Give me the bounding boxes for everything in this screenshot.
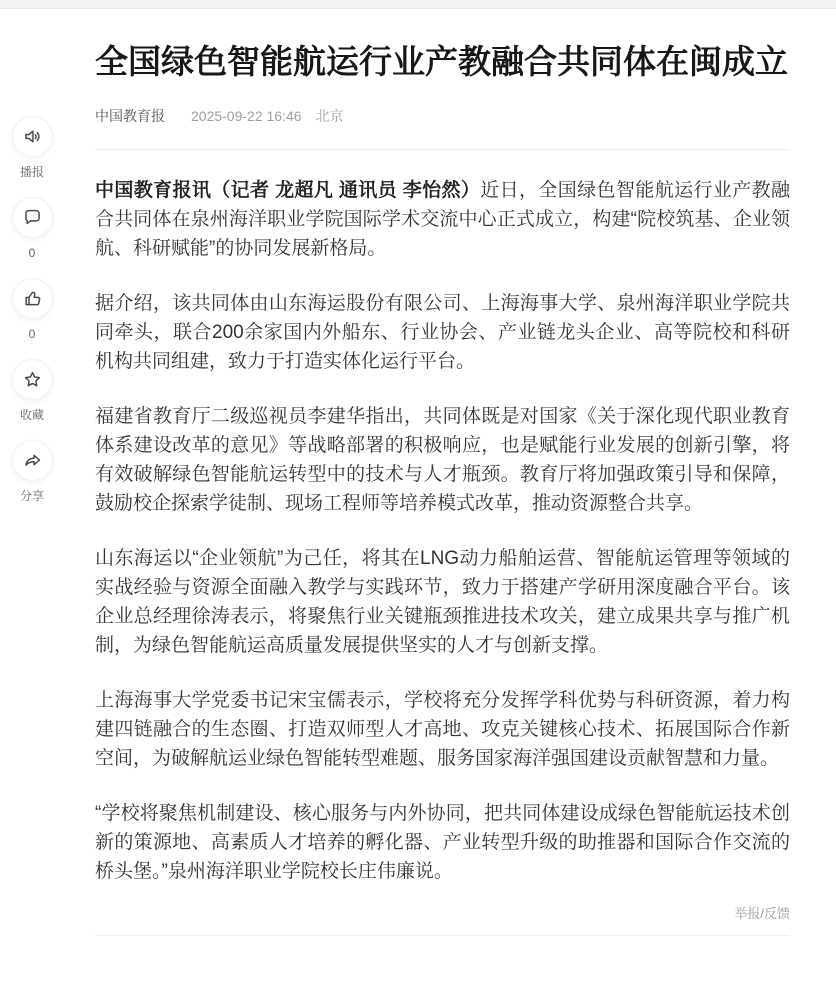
action-share-label: 分享	[19, 489, 44, 503]
action-like-count: 0	[28, 327, 36, 341]
article-paragraph	[95, 289, 790, 376]
paragraph-text: 近日，全国绿色智能航运行业产教融合共同体在泉州海洋职业学院国际学术交流中心正式成立，构建“院校筑基、企业领航、科研赋能”的协同发展新格局。	[95, 180, 790, 259]
article-paragraph	[95, 544, 790, 660]
paragraph-text: 据介绍，该共同体由山东海运股份有限公司、上海海事大学、泉州海洋职业学院共同牵头，联合200余家国内外船东、行业协会、产业链龙头企业、高等院校和科研机构共同组建，致力于打造实体化运行平台。	[95, 293, 790, 372]
publish-datetime: 2025-09-22 16:46	[191, 108, 302, 124]
paragraph-lead: 中国教育报讯（记者 龙超凡 通讯员 李怡然）	[95, 180, 481, 201]
share-icon	[12, 440, 53, 481]
action-sidebar	[8, 116, 56, 521]
action-broadcast-label: 播报	[19, 165, 44, 179]
action-comments[interactable]	[12, 197, 53, 261]
article-paragraph	[95, 176, 790, 263]
paragraph-text: 福建省教育厅二级巡视员李建华指出，共同体既是对国家《关于深化现代职业教育体系建设改革的意见》等战略部署的积极响应，也是赋能行业发展的创新引擎，将有效破解绿色智能航运转型中的技术与人才瓶颈。教育厅将加强政策引导和保障，鼓励校企探索学徒制、现场工程师等培养模式改革，推动资源整合共享。	[95, 406, 790, 514]
star-icon	[12, 359, 53, 400]
article-paragraph	[95, 686, 790, 773]
thumbs-up-icon	[12, 278, 53, 319]
paragraph-text: 上海海事大学党委书记宋宝儒表示，学校将充分发挥学科优势与科研资源，着力构建四链融合的生态圈、打造双师型人才高地、攻克关键核心技术、拓展国际合作新空间，为破解航运业绿色智能转型难题、服务国家海洋强国建设贡献智慧和力量。	[95, 690, 790, 769]
publish-location: 北京	[315, 108, 344, 124]
page-top-strip	[0, 0, 836, 9]
action-comments-count: 0	[28, 246, 36, 260]
report-feedback-link[interactable]: 举报/反馈	[734, 906, 790, 921]
article-paragraph	[95, 402, 790, 518]
footer-divider	[95, 935, 790, 936]
article-meta	[95, 107, 790, 126]
article	[95, 38, 790, 936]
comment-icon	[12, 197, 53, 238]
action-favorite-label: 收藏	[19, 408, 44, 422]
speaker-icon	[12, 116, 53, 157]
article-footer	[95, 903, 790, 923]
page-title: 全国绿色智能航运行业产教融合共同体在闽成立	[95, 43, 788, 80]
source-link[interactable]: 中国教育报	[95, 108, 165, 124]
action-share[interactable]	[12, 440, 53, 504]
article-paragraph	[95, 799, 790, 886]
action-broadcast[interactable]	[12, 116, 53, 180]
paragraph-text: 山东海运以“企业领航”为己任，将其在LNG动力船舶运营、智能航运管理等领域的实战经验与资源全面融入教学与实践环节，致力于搭建产学研用深度融合平台。该企业总经理徐涛表示，将聚焦行业关键瓶颈推进技术攻关，建立成果共享与推广机制，为绿色智能航运高质量发展提供坚实的人才与创新支撑。	[95, 548, 790, 656]
action-like[interactable]	[12, 278, 53, 342]
action-favorite[interactable]	[12, 359, 53, 423]
paragraph-text: “学校将聚焦机制建设、核心服务与内外协同，把共同体建设成绿色智能航运技术创新的策源地、高素质人才培养的孵化器、产业转型升级的助推器和国际合作交流的桥头堡。”泉州海洋职业学院校长庄伟廉说。	[95, 803, 790, 882]
header-divider	[95, 149, 790, 150]
